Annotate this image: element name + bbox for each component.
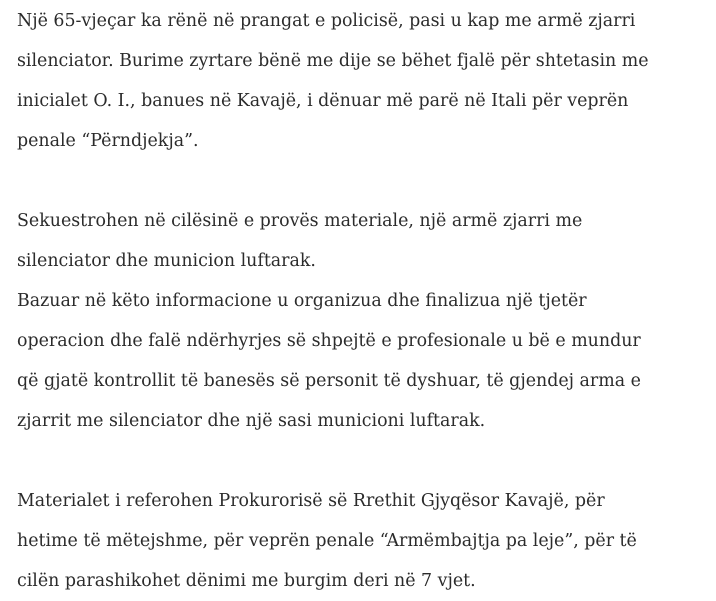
text-line: Një 65-vjeçar ka rënë në prangat e policisë, pasi u kap me armë zjarri: [17, 11, 636, 31]
text-line: Materialet i referohen Prokurorisë së Rrethit Gjyqësor Kavajë, për: [17, 491, 605, 511]
text-line: operacion dhe falë ndërhyrjes së shpejtë e profesionale u bë e mundur: [17, 331, 641, 351]
text-line: silenciator dhe municion luftarak.: [17, 251, 316, 271]
paragraph-arrest: [17, 1, 707, 161]
paragraph-spacer: [17, 161, 707, 201]
text-line: që gjatë kontrollit të banesës së personit të dyshuar, të gjendej arma e: [17, 371, 641, 391]
paragraph-seizure: [17, 201, 707, 441]
paragraph-spacer: [17, 441, 707, 481]
text-line: Sekuestrohen në cilësinë e provës materiale, një armë zjarri me: [17, 211, 583, 231]
paragraph-prosecution: [17, 481, 707, 601]
text-line: cilën parashikohet dënimi me burgim deri në 7 vjet.: [17, 571, 476, 591]
text-line: Bazuar në këto informacione u organizua dhe finalizua një tjetër: [17, 291, 587, 311]
text-line: inicialet O. I., banues në Kavajë, i dënuar më parë në Itali për veprën: [17, 91, 629, 111]
text-line: silenciator. Burime zyrtare bënë me dije se bëhet fjalë për shtetasin me: [17, 51, 649, 71]
text-line: hetime të mëtejshme, për veprën penale “Armëmbajtja pa leje”, për të: [17, 531, 637, 551]
text-line: zjarrit me silenciator dhe një sasi municioni luftarak.: [17, 411, 486, 431]
article-body: [17, 1, 707, 601]
text-line: penale “Përndjekja”.: [17, 131, 199, 151]
